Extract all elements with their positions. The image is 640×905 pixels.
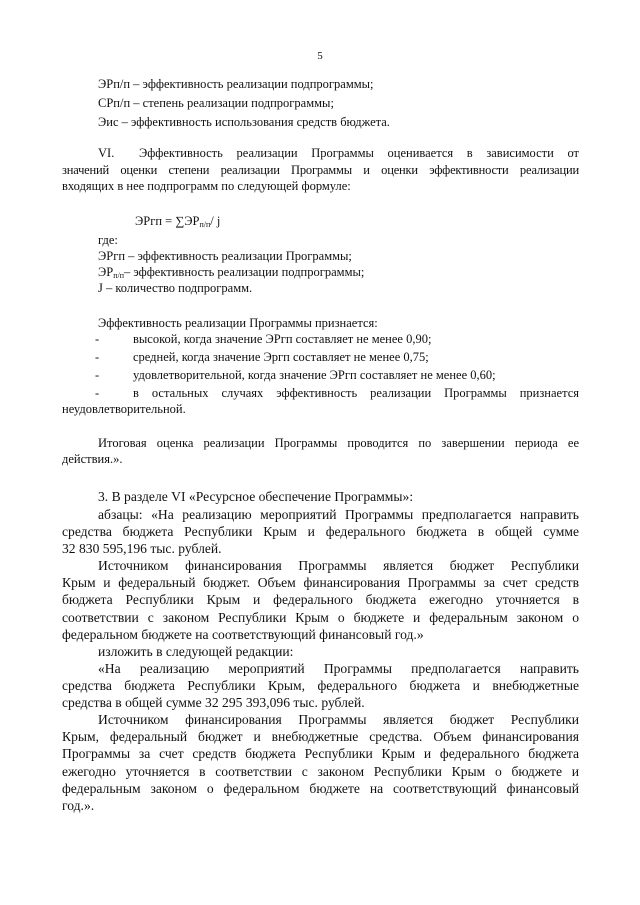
text-line: бюджета Республики Крым и федерального бюджета ежегодно уточняется в — [62, 592, 579, 608]
text-line: Крым и федеральный бюджет. Объем финансирования Программы за счет средств — [62, 575, 579, 591]
where-label: где: — [98, 233, 118, 247]
text-line: Крым, федеральный бюджет и внебюджетные средства. Объем финансирования — [62, 729, 579, 745]
formula-lhs: ЭРгп = ∑ЭР — [135, 214, 200, 228]
formula-rhs: / j — [210, 214, 221, 228]
section-vi-numeral: VI. — [98, 146, 115, 160]
definition-srpp: СРп/п – степень реализации подпрограммы; — [98, 96, 334, 110]
recognition-intro: Эффективность реализации Программы признается: — [98, 316, 378, 330]
section-vi-line3: входящих в нее подпрограмм по следующей формуле: — [62, 179, 351, 193]
final-eval-line1: Итоговая оценка реализации Программы проводится по завершении периода ее — [98, 436, 579, 450]
part3-paragraph-source-old — [62, 557, 579, 643]
part3-paragraph-source-new — [62, 711, 579, 814]
text-line: 32 830 595,196 тыс. рублей. — [62, 541, 222, 557]
text-line: Источником финансирования Программы является бюджет Республики — [98, 712, 579, 727]
text-line: средства бюджета Республики Крым, федерального бюджета и внебюджетные — [62, 678, 579, 694]
where-def-erpp-sub: п/п — [113, 271, 125, 280]
list-item-other-tail: неудовлетворительной. — [62, 402, 186, 416]
definition-erpp: ЭРп/п – эффективность реализации подпрограммы; — [98, 77, 374, 91]
where-def-erpp-post: – эффективность реализации подпрограммы; — [124, 265, 365, 279]
part3-restate-label: изложить в следующей редакции: — [98, 644, 294, 659]
where-def-j: J – количество подпрограмм. — [98, 281, 253, 295]
formula-sub: п/п — [199, 220, 211, 229]
list-dash: - — [95, 350, 100, 364]
part3-paragraph-new-amount — [62, 660, 579, 712]
formula — [135, 214, 220, 232]
text-line: средства в общей сумме 32 295 393,096 тыс. рублей. — [62, 695, 365, 711]
text-line: федеральном бюджете на соответствующий финансовый год.» — [62, 626, 424, 642]
list-dash: - — [95, 368, 100, 382]
section-vi-line2: значений оценки степени реализации Программы и оценки эффективности реализации — [62, 163, 579, 177]
text-line: Программы за счет средств бюджета Республики Крым и федерального бюджета — [62, 746, 579, 762]
text-line: ежегодно уточняется в соответствии с законом Республики Крым о бюджете и — [62, 763, 579, 779]
text-line: федеральным законом о федеральном бюджете на соответствующий финансовый — [62, 780, 579, 796]
where-def-erpp-pre: ЭР — [98, 265, 114, 279]
part3-paragraph-abzacy — [62, 506, 579, 558]
list-item-high: высокой, когда значение ЭРгп составляет не менее 0,90; — [133, 332, 432, 346]
part3-heading: 3. В разделе VI «Ресурсное обеспечение Программы»: — [98, 489, 414, 504]
list-dash: - — [95, 386, 100, 400]
text-line: «На реализацию мероприятий Программы предполагается направить — [98, 661, 579, 676]
list-item-other: в остальных случаях эффективность реализации Программы признается — [133, 386, 579, 400]
text-line: соответствии с законом Республики Крым о бюджете и федеральным законом о — [62, 609, 579, 625]
list-dash: - — [95, 332, 100, 346]
text-line: средства бюджета Республики Крым и федерального бюджета в общей сумме — [62, 524, 579, 540]
page-number: 5 — [317, 50, 323, 62]
final-eval-line2: действия.». — [62, 452, 123, 466]
section-vi-line1: Эффективность реализации Программы оценивается в зависимости от — [139, 146, 579, 160]
list-item-satisfactory: удовлетворительной, когда значение ЭРгп составляет не менее 0,60; — [133, 368, 496, 382]
definition-eis: Эис – эффективность использования средств бюджета. — [98, 115, 390, 129]
text-line: год.». — [62, 798, 95, 814]
text-line: Источником финансирования Программы является бюджет Республики — [98, 558, 579, 573]
list-item-medium: средней, когда значение Эргп составляет не менее 0,75; — [133, 350, 429, 364]
text-line: абзацы: «На реализацию мероприятий Программы предполагается направить — [98, 507, 579, 522]
where-def-ergp: ЭРгп – эффективность реализации Программы; — [98, 249, 352, 263]
